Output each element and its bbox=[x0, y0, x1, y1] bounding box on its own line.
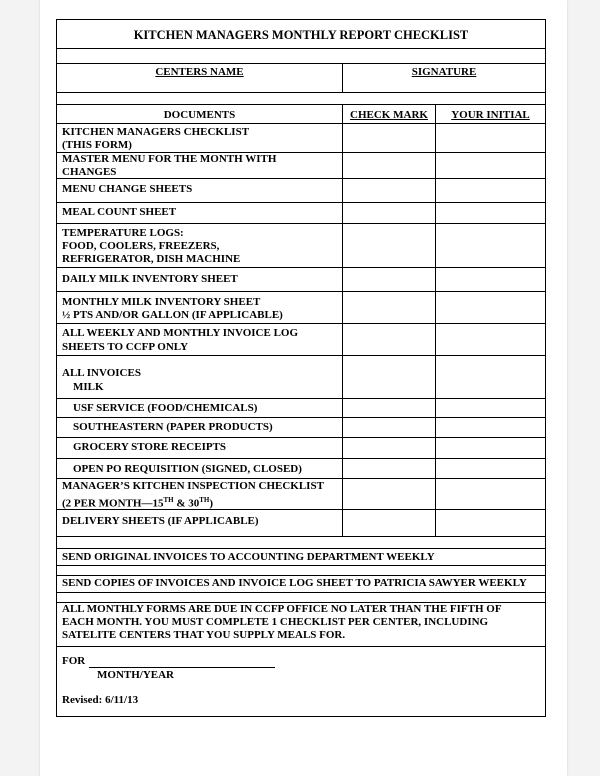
check-mark-header: CHECK MARK bbox=[350, 109, 428, 121]
document-label: MONTHLY MILK INVENTORY SHEET bbox=[62, 296, 261, 308]
centers-signature-row bbox=[57, 64, 545, 93]
document-label-sub: CHANGES bbox=[62, 166, 117, 178]
initial-cell[interactable] bbox=[436, 224, 545, 267]
signature-label: SIGNATURE bbox=[411, 66, 477, 78]
initial-cell[interactable] bbox=[436, 479, 545, 509]
table-row bbox=[57, 459, 545, 479]
month-year-label: MONTH/YEAR bbox=[97, 669, 174, 681]
signature-cell[interactable] bbox=[343, 64, 545, 92]
table-row bbox=[57, 418, 545, 438]
table-row bbox=[57, 224, 545, 268]
check-mark-cell[interactable] bbox=[343, 324, 436, 355]
table-row bbox=[57, 324, 545, 356]
check-mark-cell[interactable] bbox=[343, 510, 436, 536]
table-row bbox=[57, 356, 545, 399]
initial-cell[interactable] bbox=[436, 203, 545, 223]
initial-cell[interactable] bbox=[436, 459, 545, 478]
table-row bbox=[57, 438, 545, 459]
document-label: OPEN PO REQUISITION (SIGNED, CLOSED) bbox=[73, 463, 302, 475]
initial-cell[interactable] bbox=[436, 179, 545, 202]
document-label: GROCERY STORE RECEIPTS bbox=[73, 441, 227, 453]
document-label: KITCHEN MANAGERS CHECKLIST bbox=[62, 126, 250, 138]
document-label: ALL WEEKLY AND MONTHLY INVOICE LOG bbox=[62, 327, 299, 339]
document-label: USF SERVICE (FOOD/CHEMICALS) bbox=[73, 402, 258, 414]
initial-cell[interactable] bbox=[436, 324, 545, 355]
spacer-row bbox=[57, 566, 545, 576]
initial-cell[interactable] bbox=[436, 399, 545, 417]
note-due-date-line: EACH MONTH. YOU MUST COMPLETE 1 CHECKLIST PER CENTER, INCLUDING bbox=[62, 616, 489, 628]
check-mark-cell[interactable] bbox=[343, 438, 436, 458]
table-row bbox=[57, 479, 545, 510]
revised-date: Revised: 6/11/13 bbox=[62, 694, 139, 706]
table-row bbox=[57, 292, 545, 324]
table-row bbox=[57, 179, 545, 203]
spacer-row bbox=[57, 49, 545, 64]
spacer-row bbox=[57, 593, 545, 603]
check-mark-cell[interactable] bbox=[343, 224, 436, 267]
initial-cell[interactable] bbox=[436, 418, 545, 437]
note-copies-invoices: SEND COPIES OF INVOICES AND INVOICE LOG SHEET TO PATRICIA SAWYER WEEKLY bbox=[62, 577, 527, 589]
document-label: SOUTHEASTERN (PAPER PRODUCTS) bbox=[73, 421, 273, 433]
document-label: MEAL COUNT SHEET bbox=[62, 206, 177, 218]
check-mark-cell[interactable] bbox=[343, 399, 436, 417]
document-label-sub: ½ PTS AND/OR GALLON (IF APPLICABLE) bbox=[62, 309, 283, 321]
check-mark-cell[interactable] bbox=[343, 418, 436, 437]
document-label-sub: SHEETS TO CCFP ONLY bbox=[62, 341, 189, 353]
note-original-invoices: SEND ORIGINAL INVOICES TO ACCOUNTING DEPARTMENT WEEKLY bbox=[62, 551, 435, 563]
form-title: KITCHEN MANAGERS MONTHLY REPORT CHECKLIST bbox=[133, 28, 469, 42]
table-row bbox=[57, 124, 545, 153]
document-label-sub: (THIS FORM) bbox=[62, 139, 132, 151]
document-label: ALL INVOICES bbox=[62, 367, 141, 379]
check-mark-cell[interactable] bbox=[343, 479, 436, 509]
check-mark-cell[interactable] bbox=[343, 179, 436, 202]
title-row bbox=[57, 20, 545, 49]
document-label: MENU CHANGE SHEETS bbox=[62, 183, 193, 195]
initial-cell[interactable] bbox=[436, 292, 545, 323]
check-mark-cell[interactable] bbox=[343, 203, 436, 223]
initial-cell[interactable] bbox=[436, 356, 545, 398]
spacer-row bbox=[57, 537, 545, 549]
document-page bbox=[40, 0, 567, 776]
centers-name-cell[interactable] bbox=[57, 64, 343, 92]
table-row bbox=[57, 510, 545, 537]
note-row bbox=[57, 549, 545, 566]
document-label: MASTER MENU FOR THE MONTH WITH bbox=[62, 153, 277, 165]
check-mark-cell[interactable] bbox=[343, 124, 436, 152]
note-row bbox=[57, 576, 545, 593]
note-row bbox=[57, 603, 545, 647]
document-label-sub: (2 PER MONTH—15TH & 30TH) bbox=[62, 496, 214, 510]
column-header-row bbox=[57, 105, 545, 124]
document-label: DAILY MILK INVENTORY SHEET bbox=[62, 273, 238, 285]
check-mark-cell[interactable] bbox=[343, 268, 436, 291]
document-label: TEMPERATURE LOGS: bbox=[62, 227, 184, 239]
initial-cell[interactable] bbox=[436, 510, 545, 536]
table-row bbox=[57, 203, 545, 224]
table-row bbox=[57, 268, 545, 292]
check-mark-cell[interactable] bbox=[343, 292, 436, 323]
initial-cell[interactable] bbox=[436, 268, 545, 291]
check-mark-cell[interactable] bbox=[343, 153, 436, 178]
table-row bbox=[57, 153, 545, 179]
document-label: MANAGER’S KITCHEN INSPECTION CHECKLIST bbox=[62, 480, 324, 492]
your-initial-header: YOUR INITIAL bbox=[451, 109, 530, 121]
check-mark-cell[interactable] bbox=[343, 459, 436, 478]
table-row bbox=[57, 399, 545, 418]
initial-cell[interactable] bbox=[436, 153, 545, 178]
month-year-field[interactable] bbox=[89, 667, 275, 668]
for-label: FOR bbox=[62, 655, 86, 667]
check-mark-cell[interactable] bbox=[343, 356, 436, 398]
note-due-date-line: ALL MONTHLY FORMS ARE DUE IN CCFP OFFICE NO LATER THAN THE FIFTH OF bbox=[62, 603, 502, 615]
centers-name-label: CENTERS NAME bbox=[155, 66, 244, 78]
spacer-row bbox=[57, 93, 545, 105]
document-label-sub: MILK bbox=[73, 381, 104, 393]
documents-header: DOCUMENTS bbox=[163, 109, 236, 121]
initial-cell[interactable] bbox=[436, 438, 545, 458]
document-label-sub: FOOD, COOLERS, FREEZERS, bbox=[62, 240, 220, 252]
report-checklist-form bbox=[56, 19, 546, 717]
note-due-date-line: SATELITE CENTERS THAT YOU SUPPLY MEALS FOR. bbox=[62, 629, 346, 641]
document-label: DELIVERY SHEETS (IF APPLICABLE) bbox=[62, 515, 259, 527]
initial-cell[interactable] bbox=[436, 124, 545, 152]
document-label-sub: REFRIGERATOR, DISH MACHINE bbox=[62, 253, 241, 265]
footer-area bbox=[57, 647, 545, 717]
